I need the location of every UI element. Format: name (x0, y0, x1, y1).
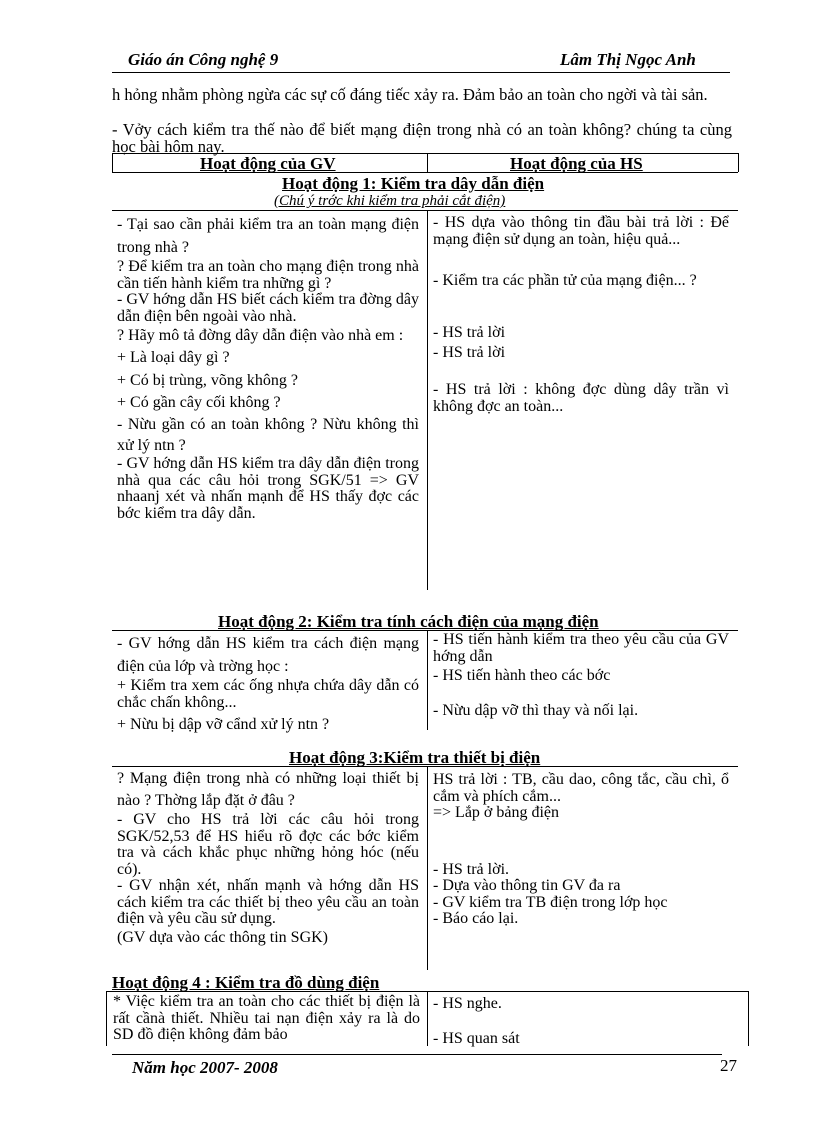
hd4-gv-column (113, 994, 420, 1046)
hd1-gv-column (117, 213, 419, 522)
hd1-hs-item: - HS dựa vào thông tin đầu bài trả lời : Để mạng điện sử dụng an toàn, hiệu quả... (433, 214, 729, 248)
hd4-right-rule (748, 991, 749, 1046)
hd3-gv-item: - GV cho HS trả lời các câu hỏi trong SGK/52,53 để HS hiểu rõ đợc các bớc kiểm tra và cách khắc phục những hỏng hóc (nếu có). (117, 811, 419, 878)
hd2-hs-item: - HS tiến hành theo các bớc (433, 667, 611, 684)
hd1-gv-item: - Tại sao cần phải kiểm tra an toàn mạng điện trong nhà ? (117, 216, 419, 256)
hd1-hs-item: - HS trả lời (433, 324, 506, 341)
hd1-top-rule (112, 210, 738, 211)
footer-year: Năm học 2007- 2008 (132, 1058, 278, 1077)
hd1-gv-item: - Nừu gần có an toàn không ? Nừu không thì xử lý ntn ? (117, 416, 419, 454)
hd4-hs-item: - HS quan sát (433, 1029, 520, 1047)
hd2-mid-rule (427, 630, 428, 730)
hd1-gv-item: + Có gần cây cối không ? (117, 394, 281, 411)
hd1-hs-item: - Kiểm tra các phần tử của mạng điện... ? (433, 272, 697, 289)
hd4-hs-item: - HS nghe. (433, 995, 502, 1012)
hd3-gv-item: - GV nhận xét, nhấn mạnh và hớng dẫn HS cách kiểm tra các thiết bị theo yêu cầu an toàn điện và yêu cầu sử dụng. (117, 877, 419, 927)
header-right: Lâm Thị Ngọc Anh (560, 50, 696, 69)
header-left: Giáo án Công nghệ 9 (128, 50, 279, 69)
table-right-rule (738, 153, 739, 172)
hd3-hs-item: - Dựa vào thông tin GV đa ra (433, 877, 621, 894)
footer-rule (112, 1054, 722, 1055)
hd2-hs-item: - Nừu dập vỡ thì thay và nối lại. (433, 701, 639, 719)
hd2-gv-item: - GV hớng dẫn HS kiểm tra cách điện mạng điện của lớp và trờng học : (117, 635, 419, 675)
hd1-gv-item: - GV hớng dẫn HS kiểm tra dây dẫn điện trong nhà qua các câu hỏi trong SGK/51 => GV nhaanj xét và nhấn mạnh để HS thấy đợc các bớc kiểm tra dây dẫn. (117, 455, 419, 522)
table-header-rule (112, 172, 738, 173)
hd3-gv-column (117, 768, 419, 946)
hd1-note: (Chú ý trớc khi kiểm tra phải cắt điện) (274, 193, 506, 209)
hd3-hs-item: HS trả lời : TB, cầu dao, công tắc, cầu chì, ổ cắm và phích cắm... (433, 771, 729, 805)
col-hs-header: Hoạt động của HS (510, 154, 643, 173)
header-rule (112, 72, 730, 73)
hd2-gv-item: + Kiểm tra xem các ống nhựa chứa dây dẫn có chắc chấn không... (117, 677, 419, 711)
hd1-gv-item: ? Để kiểm tra an toàn cho mạng điện trong nhà cần tiến hành kiểm tra những gì ? (117, 258, 419, 292)
hd3-hs-item: => Lắp ở bảng điện (433, 804, 560, 821)
hd4-title: Hoạt động 4 : Kiểm tra đồ dùng điện (112, 973, 380, 992)
hd3-gv-item: (GV dựa vào các thông tin SGK) (117, 928, 328, 946)
hd1-hs-column (433, 215, 729, 415)
hd4-left-rule (106, 991, 107, 1046)
hd2-gv-item: + Nừu bị dập vỡ cẩnd xử lý ntn ? (117, 716, 330, 733)
col-gv-header: Hoạt động của GV (200, 154, 336, 173)
hd3-gv-item: ? Mạng điện trong nhà có những loại thiết bị nào ? Thờng lắp đặt ở đâu ? (117, 770, 419, 809)
hd2-gv-column (117, 632, 419, 734)
hd3-title: Hoạt động 3:Kiểm tra thiết bị điện (289, 748, 541, 767)
hd4-gv-item: * Việc kiểm tra an toàn cho các thiết bị điện là rất cầnà thiết. Nhiều tai nạn điện xảy ra là do SD đồ điện không đảm bảo (113, 994, 420, 1043)
hd1-hs-item: - HS trả lời : không đợc dùng dây trần vì không đợc an toàn... (433, 381, 729, 415)
hd4-mid-rule (427, 991, 428, 1046)
hd3-hs-item: - Báo cáo lại. (433, 910, 519, 927)
hd3-mid-rule (427, 766, 428, 970)
hd1-gv-item: ? Hãy mô tả đờng dây dẫn điện vào nhà em : (117, 327, 404, 344)
hd1-mid-rule (427, 210, 428, 590)
hd2-hs-column (433, 632, 729, 719)
hd1-hs-item: - HS trả lời (433, 343, 506, 361)
intro-para-1: h hỏng nhằm phòng ngừa các sự cố đáng tiếc xảy ra. Đảm bảo an toàn cho ngời và tài sản. (112, 85, 708, 104)
table-left-rule (112, 153, 113, 172)
hd1-title: Hoạt động 1: Kiểm tra dây dẫn điện (282, 174, 545, 193)
hd3-hs-item: - HS trả lời. (433, 860, 510, 878)
hd3-top-rule (112, 766, 738, 767)
hd2-title: Hoạt động 2: Kiểm tra tính cách điện của mạng điện (218, 612, 599, 631)
hd1-gv-item: - GV hớng dẫn HS biết cách kiểm tra đờng dây dẫn điện bên ngoài vào nhà. (117, 291, 419, 325)
hd1-gv-item: + Có bị trùng, võng không ? (117, 372, 299, 389)
hd1-gv-item: + Là loại dây gì ? (117, 349, 230, 366)
hd2-hs-item: - HS tiến hành kiểm tra theo yêu cầu của GV hớng dẫn (433, 631, 729, 665)
hd3-hs-item: - GV kiểm tra TB điện trong lớp học (433, 893, 668, 911)
hd4-hs-column (433, 996, 733, 1047)
hd3-hs-column (433, 772, 729, 928)
intro-para-2: - Vởy cách kiểm tra thế nào để biết mạng điện trong nhà có an toàn không? chúng ta cùng học bài hôm nay. (112, 120, 732, 156)
page-number: 27 (720, 1056, 737, 1075)
table-mid-rule (427, 153, 428, 172)
